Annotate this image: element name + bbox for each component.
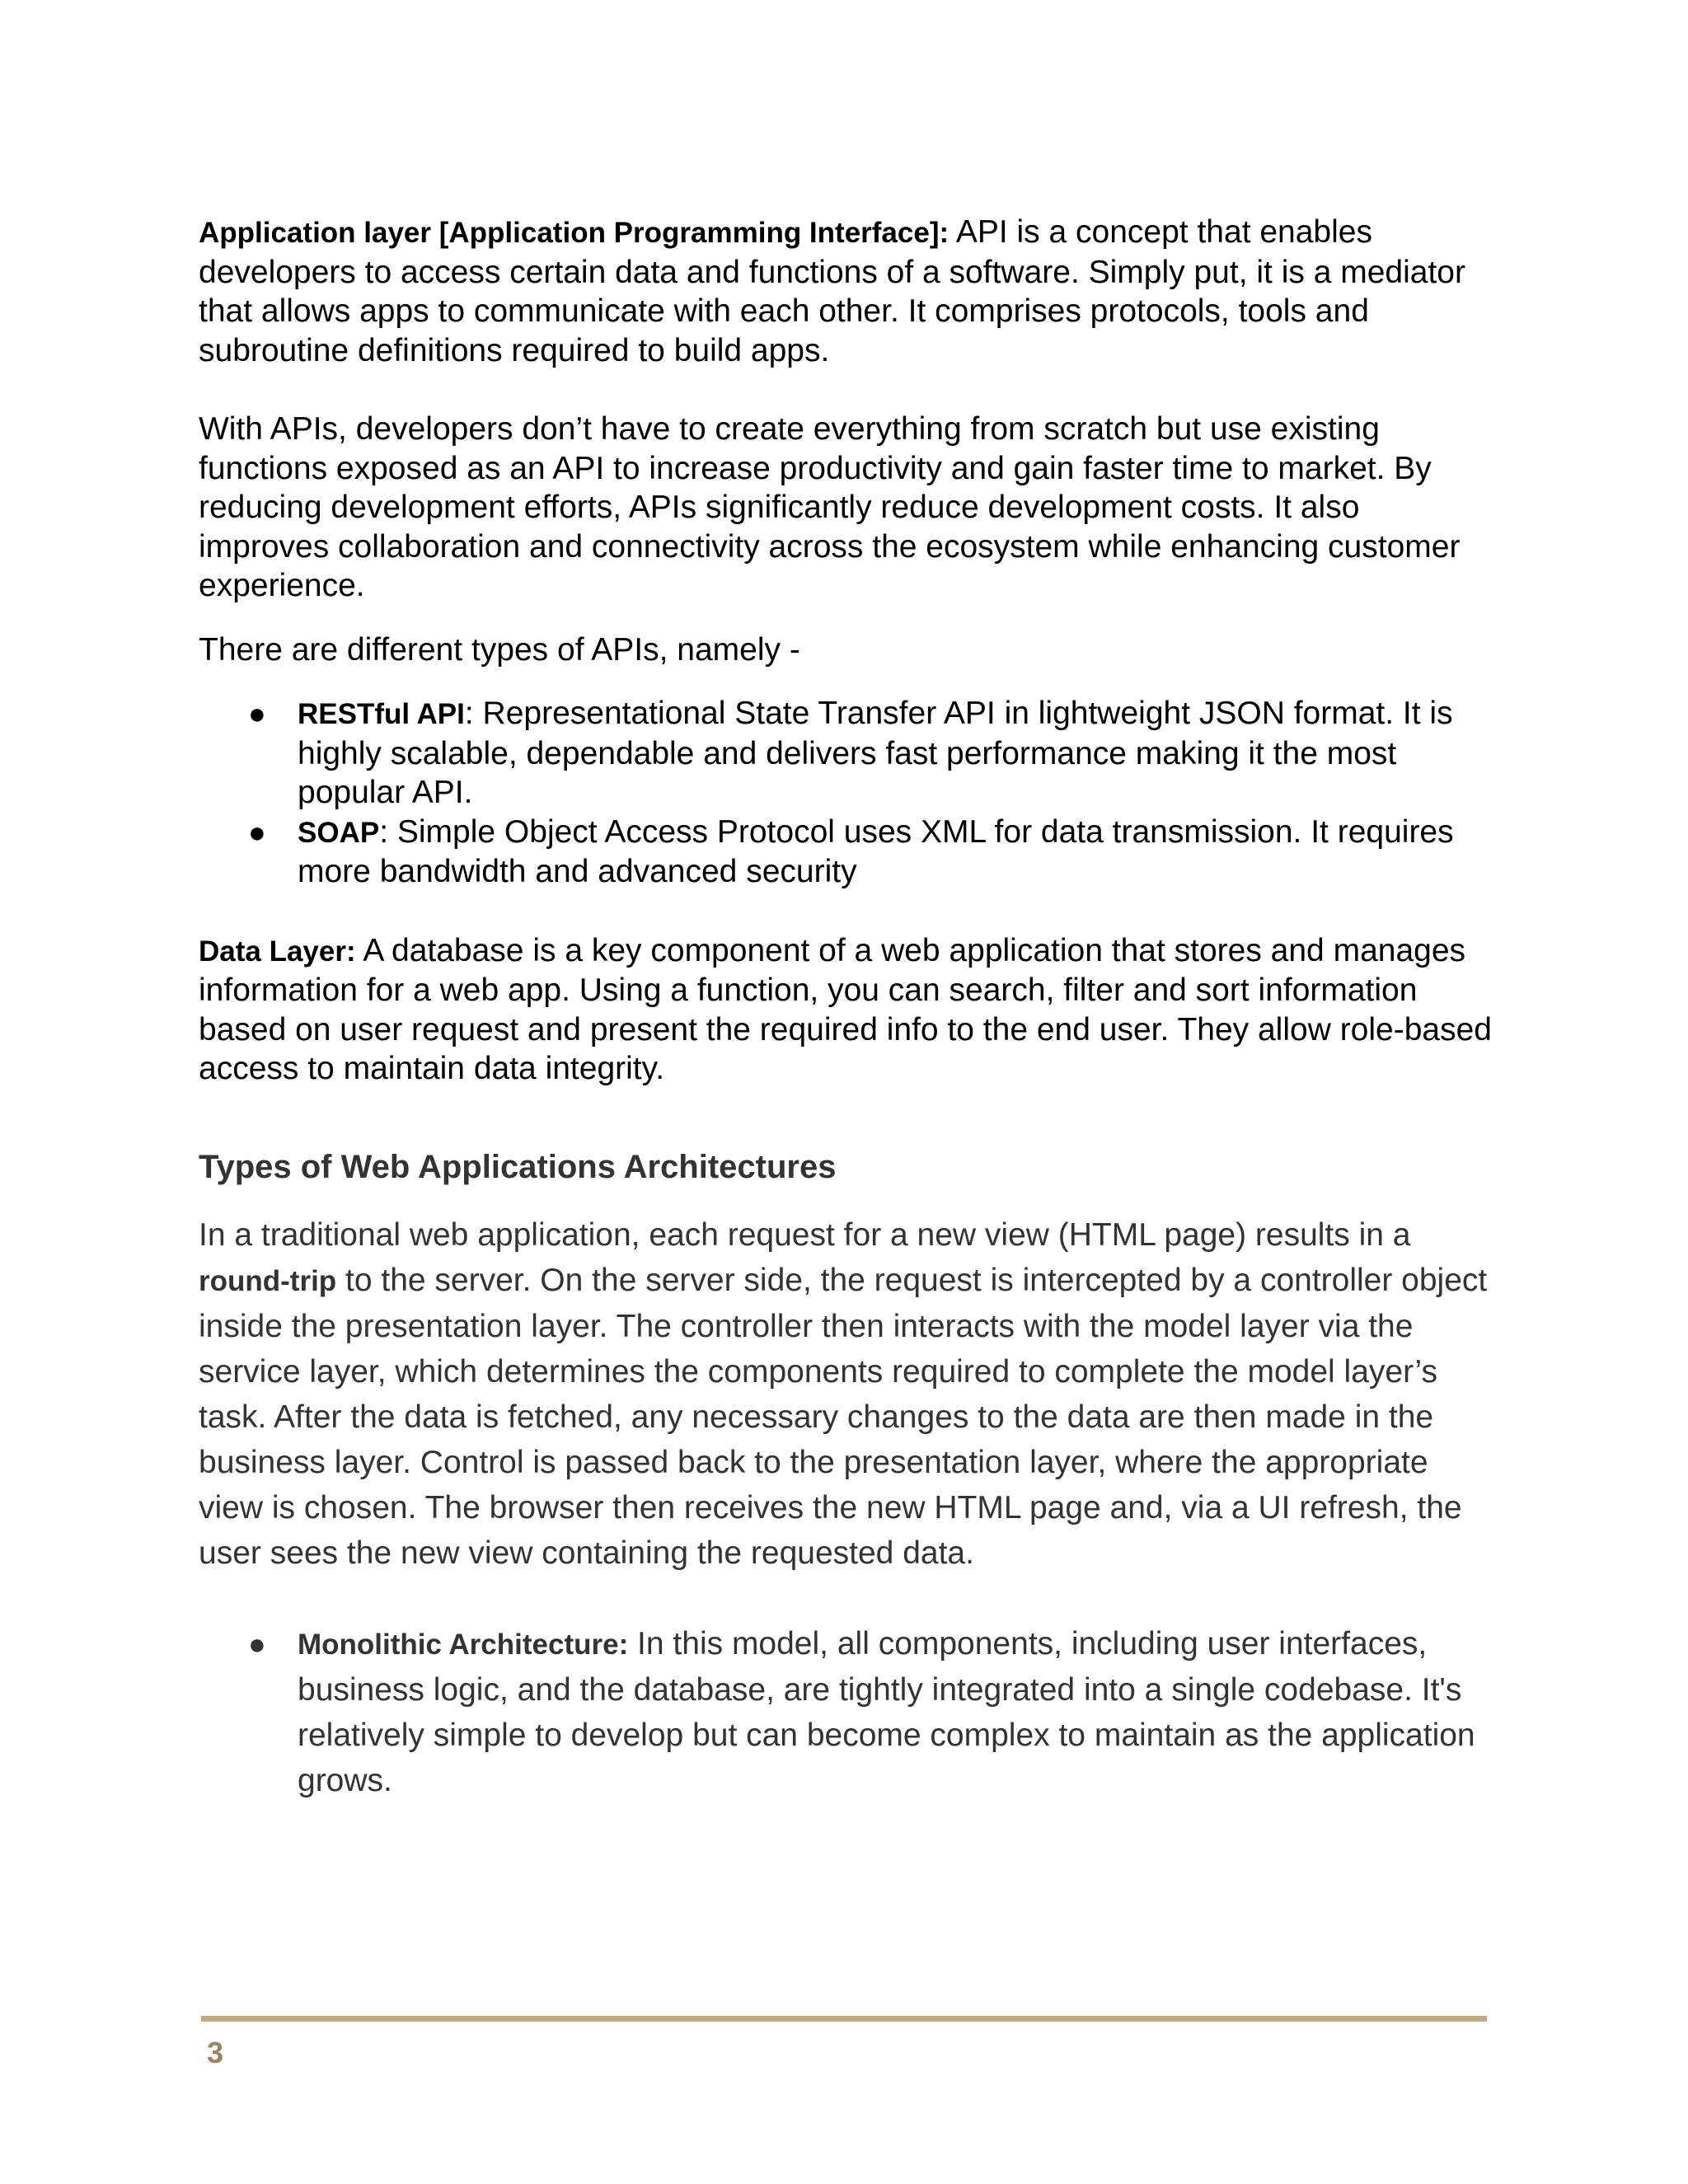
api-type-name: RESTful API: [298, 698, 465, 730]
bullet-icon: ●: [248, 814, 266, 849]
footer-divider: [201, 2016, 1487, 2022]
api-type-name: SOAP: [298, 816, 380, 849]
architecture-text: In this model, all components, including user interfaces, business logic, and the database, are tightly integrated into a single codebase. It's relatively simple to develop but can become complex to maintain as the application grows.: [298, 1625, 1475, 1798]
api-benefits-paragraph: With APIs, developers don’t have to create everything from scratch but use existing functions exposed as an API to increase productivity and gain faster time to market. By reducing development efforts, APIs significantly reduce development costs. It also improves collaboration and connectivity across the ecosystem while enhancing customer experience.: [199, 411, 1461, 603]
data-layer-text: A database is a key component of a web application that stores and manages information for a web app. Using a function, you can search, filter and sort information based on user request and present the required info to the end user. They allow role-based access to maintain data integrity.: [199, 932, 1492, 1086]
bullet-icon: ●: [248, 696, 266, 730]
list-item: [199, 1621, 1493, 1803]
bullet-icon: ●: [248, 1626, 266, 1661]
architecture-list: [199, 1621, 1493, 1803]
traditional-web-app-paragraph: [199, 1212, 1493, 1576]
list-item: [199, 813, 1493, 892]
round-trip-term: round-trip: [199, 1264, 337, 1297]
api-type-text: : Representational State Transfer API in lightweight JSON format. It is highly scalable, dependable and delivers fast performance making it the most popular API.: [298, 696, 1453, 810]
application-layer-label: Application layer [Application Programming Interface]:: [199, 217, 950, 249]
api-types-intro: There are different types of APIs, namely -: [199, 631, 800, 668]
api-type-text: : Simple Object Access Protocol uses XML for data transmission. It requires more bandwidth and advanced security: [298, 813, 1454, 889]
api-types-list: [199, 694, 1493, 892]
architecture-name: Monolithic Architecture:: [298, 1628, 629, 1661]
page-number: 3: [207, 2036, 224, 2069]
section-heading: Types of Web Applications Architectures: [199, 1148, 837, 1185]
list-item: [199, 694, 1493, 813]
data-layer-paragraph: [199, 931, 1493, 1089]
page-content: [199, 213, 1493, 1803]
traditional-text-before: In a traditional web application, each request for a new view (HTML page) results in a: [199, 1216, 1411, 1253]
application-layer-paragraph: [199, 213, 1493, 370]
data-layer-label: Data Layer:: [199, 935, 356, 968]
traditional-text-after: to the server. On the server side, the request is intercepted by a controller object inside the presentation layer. The controller then interacts with the model layer via the service layer, which determines the components required to complete the model layer’s task. After the data is fetched, any necessary changes to the data are then made in the business layer. Control is passed back to the presentation layer, where the appropriate view is chosen. The browser then receives the new HTML page and, via a UI refresh, the user sees the new view containing the requested data.: [199, 1262, 1488, 1571]
application-layer-text: API is a concept that enables developers to access certain data and functions of a software. Simply put, it is a mediator that allows apps to communicate with each other. It comprises protocols, tools and subroutine definitions required to build apps.: [199, 214, 1465, 368]
